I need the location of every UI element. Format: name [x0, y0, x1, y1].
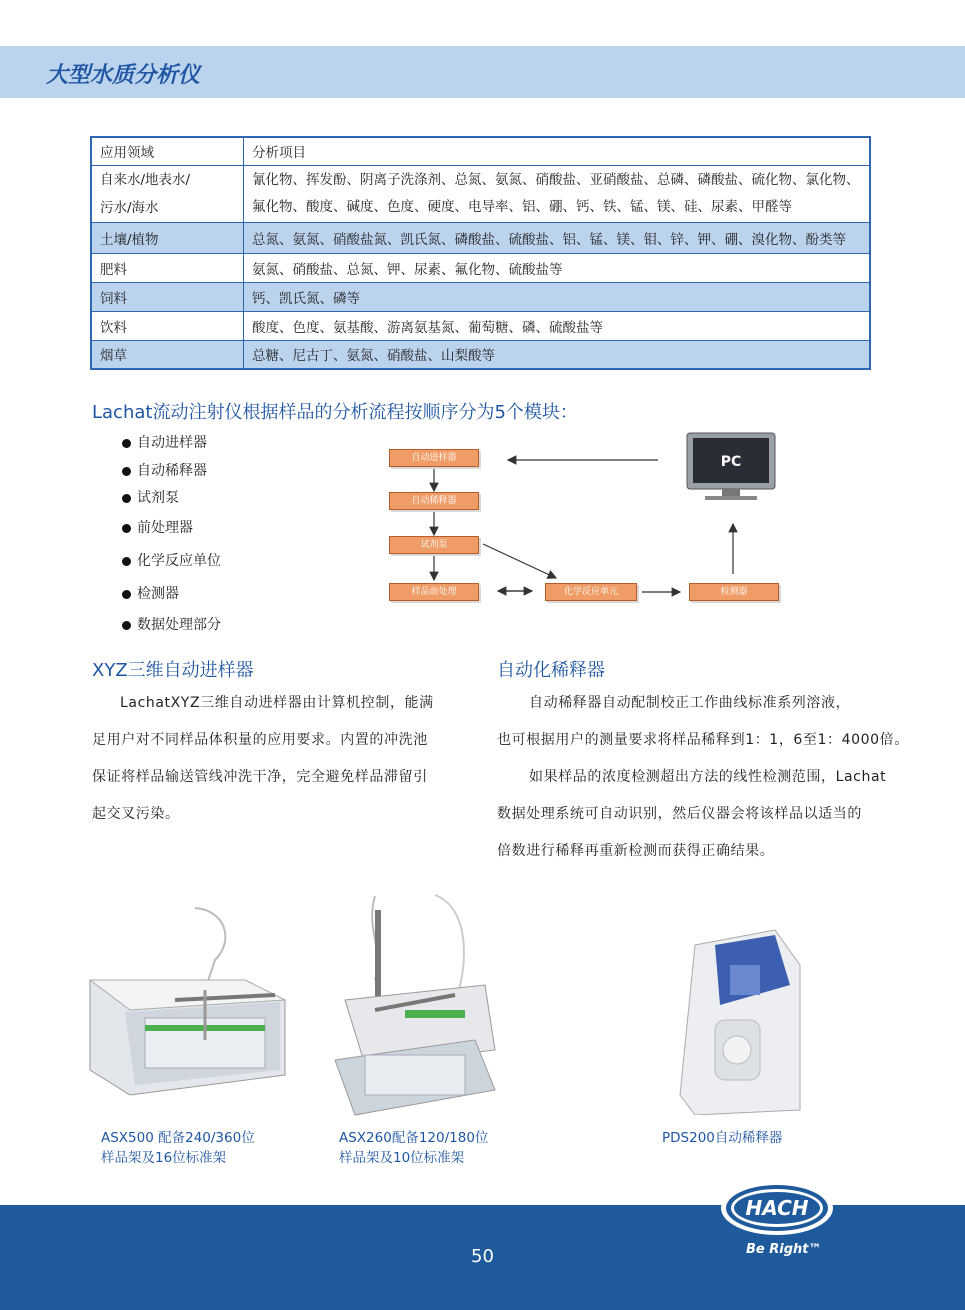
list-item	[122, 550, 221, 570]
list-item-label: 检测器	[137, 586, 179, 602]
table-cell-items: 酸度、色度、氨基酸、游离氨基氮、葡萄糖、磷、硫酸盐等	[244, 311, 871, 340]
table-row	[91, 165, 870, 222]
list-item	[122, 614, 221, 634]
table-row	[91, 311, 870, 340]
pc-label: PC	[720, 454, 742, 470]
xyz-paragraph	[92, 685, 472, 833]
table-row	[91, 253, 870, 282]
page-title: 大型水质分析仪	[46, 63, 201, 88]
bullet-icon	[122, 467, 131, 476]
list-item	[122, 460, 207, 480]
table-cell-field-line: 污水/海水	[100, 199, 159, 216]
table-cell-field: 饲料	[91, 282, 244, 311]
pds200-image	[675, 925, 805, 1115]
product-caption-pds200	[662, 1128, 782, 1148]
flow-box-diluter: 自动稀释器	[389, 492, 479, 510]
table-cell-field-line: 自来水/地表水/	[100, 171, 191, 188]
table-header-row	[91, 137, 870, 165]
flow-box-detector: 检测器	[689, 583, 779, 601]
caption-line: ASX260配备120/180位	[339, 1130, 489, 1146]
paragraph-line: LachatXYZ三维自动进样器由计算机控制，能满	[120, 695, 434, 711]
bullet-icon	[122, 494, 131, 503]
table-cell-items	[244, 165, 871, 222]
paragraph-line: 数据处理系统可自动识别，然后仪器会将该样品以适当的	[497, 806, 862, 822]
list-item-label: 试剂泵	[137, 490, 179, 506]
paragraph-line: 倍数进行稀释再重新检测而获得正确结果。	[497, 843, 775, 859]
table-cell-items: 总氮、氨氮、硝酸盐氮、凯氏氮、磷酸盐、硫酸盐、铝、锰、镁、钼、锌、钾、硼、溴化物、酚类等	[244, 222, 871, 253]
table-header-items: 分析项目	[244, 137, 871, 165]
list-item	[122, 583, 179, 603]
list-item-label: 前处理器	[137, 520, 193, 536]
bullet-icon	[122, 557, 131, 566]
caption-line: 样品架及16位标准架	[101, 1150, 227, 1166]
paragraph-line: 也可根据用户的测量要求将样品稀释到1：1，6至1：4000倍。	[497, 732, 909, 748]
paragraph-line: 起交叉污染。	[92, 806, 180, 822]
bullet-icon	[122, 439, 131, 448]
caption-line: ASX500 配备240/360位	[101, 1130, 255, 1146]
list-item-label: 自动进样器	[137, 435, 207, 451]
table-row	[91, 282, 870, 311]
paragraph-line: 足用户对不同样品体积量的应用要求。内置的冲洗池	[92, 732, 428, 748]
flow-box-autosampler: 自动进样器	[389, 449, 479, 467]
table-cell-items-line: 氰化物、挥发酚、阴离子洗涤剂、总氮、氨氮、硝酸盐、亚硝酸盐、总磷、磷酸盐、硫化物、氯化物、	[252, 171, 860, 188]
table-cell-field: 饮料	[91, 311, 244, 340]
table-cell-field	[91, 165, 244, 222]
bullet-icon	[122, 621, 131, 630]
paragraph-line: 保证将样品输送管线冲洗干净，完全避免样品滞留引	[92, 769, 428, 785]
bullet-icon	[122, 524, 131, 533]
product-caption-asx260	[339, 1128, 488, 1168]
table-cell-items: 氨氮、硝酸盐、总氮、钾、尿素、氟化物、硫酸盐等	[244, 253, 871, 282]
diluter-paragraph	[497, 685, 927, 870]
caption-line: PDS200自动稀释器	[662, 1130, 783, 1146]
hach-logo-text: HACH	[745, 1196, 809, 1220]
asx260-image	[325, 890, 505, 1120]
bullet-icon	[122, 590, 131, 599]
table-header-field: 应用领域	[91, 137, 244, 165]
table-row	[91, 340, 870, 369]
paragraph-line: 如果样品的浓度检测超出方法的线性检测范围，Lachat	[529, 769, 887, 785]
paragraph-line: 自动稀释器自动配制校正工作曲线标准系列溶液，	[529, 695, 851, 711]
list-item-label: 数据处理部分	[137, 617, 221, 633]
table-row	[91, 222, 870, 253]
page-number: 50	[471, 1246, 494, 1267]
application-table	[90, 136, 871, 370]
list-item	[122, 432, 207, 452]
table-cell-items-line: 氟化物、酸度、碱度、色度、硬度、电导率、铝、硼、钙、铁、锰、镁、硅、尿素、甲醛等	[252, 198, 792, 215]
list-item	[122, 487, 179, 507]
xyz-heading: XYZ三维自动进样器	[92, 660, 254, 681]
flow-box-pretreat: 样品前处理	[389, 583, 479, 601]
diluter-heading: 自动化稀释器	[497, 660, 605, 681]
product-caption-asx500	[101, 1128, 255, 1168]
pc-monitor-icon	[687, 433, 775, 500]
caption-line: 样品架及10位标准架	[339, 1150, 465, 1166]
hach-logo	[720, 1178, 845, 1240]
table-cell-field: 肥料	[91, 253, 244, 282]
table-cell-field: 烟草	[91, 340, 244, 369]
table-cell-field: 土壤/植物	[91, 222, 244, 253]
list-item	[122, 517, 193, 537]
table-cell-items: 总糖、尼古丁、氨氮、硝酸盐、山梨酸等	[244, 340, 871, 369]
flow-box-reaction: 化学反应单元	[545, 583, 637, 601]
registered-mark: ®	[834, 1185, 842, 1194]
table-cell-items: 钙、凯氏氮、磷等	[244, 282, 871, 311]
list-item-label: 自动稀释器	[137, 463, 207, 479]
modules-heading: Lachat流动注射仪根据样品的分析流程按顺序分为5个模块：	[92, 402, 578, 423]
list-item-label: 化学反应单位	[137, 553, 221, 569]
flow-arrow	[483, 544, 556, 578]
asx500-image	[85, 900, 295, 1100]
tagline: Be Right™	[746, 1242, 822, 1257]
flow-box-pump: 试剂泵	[389, 536, 479, 554]
